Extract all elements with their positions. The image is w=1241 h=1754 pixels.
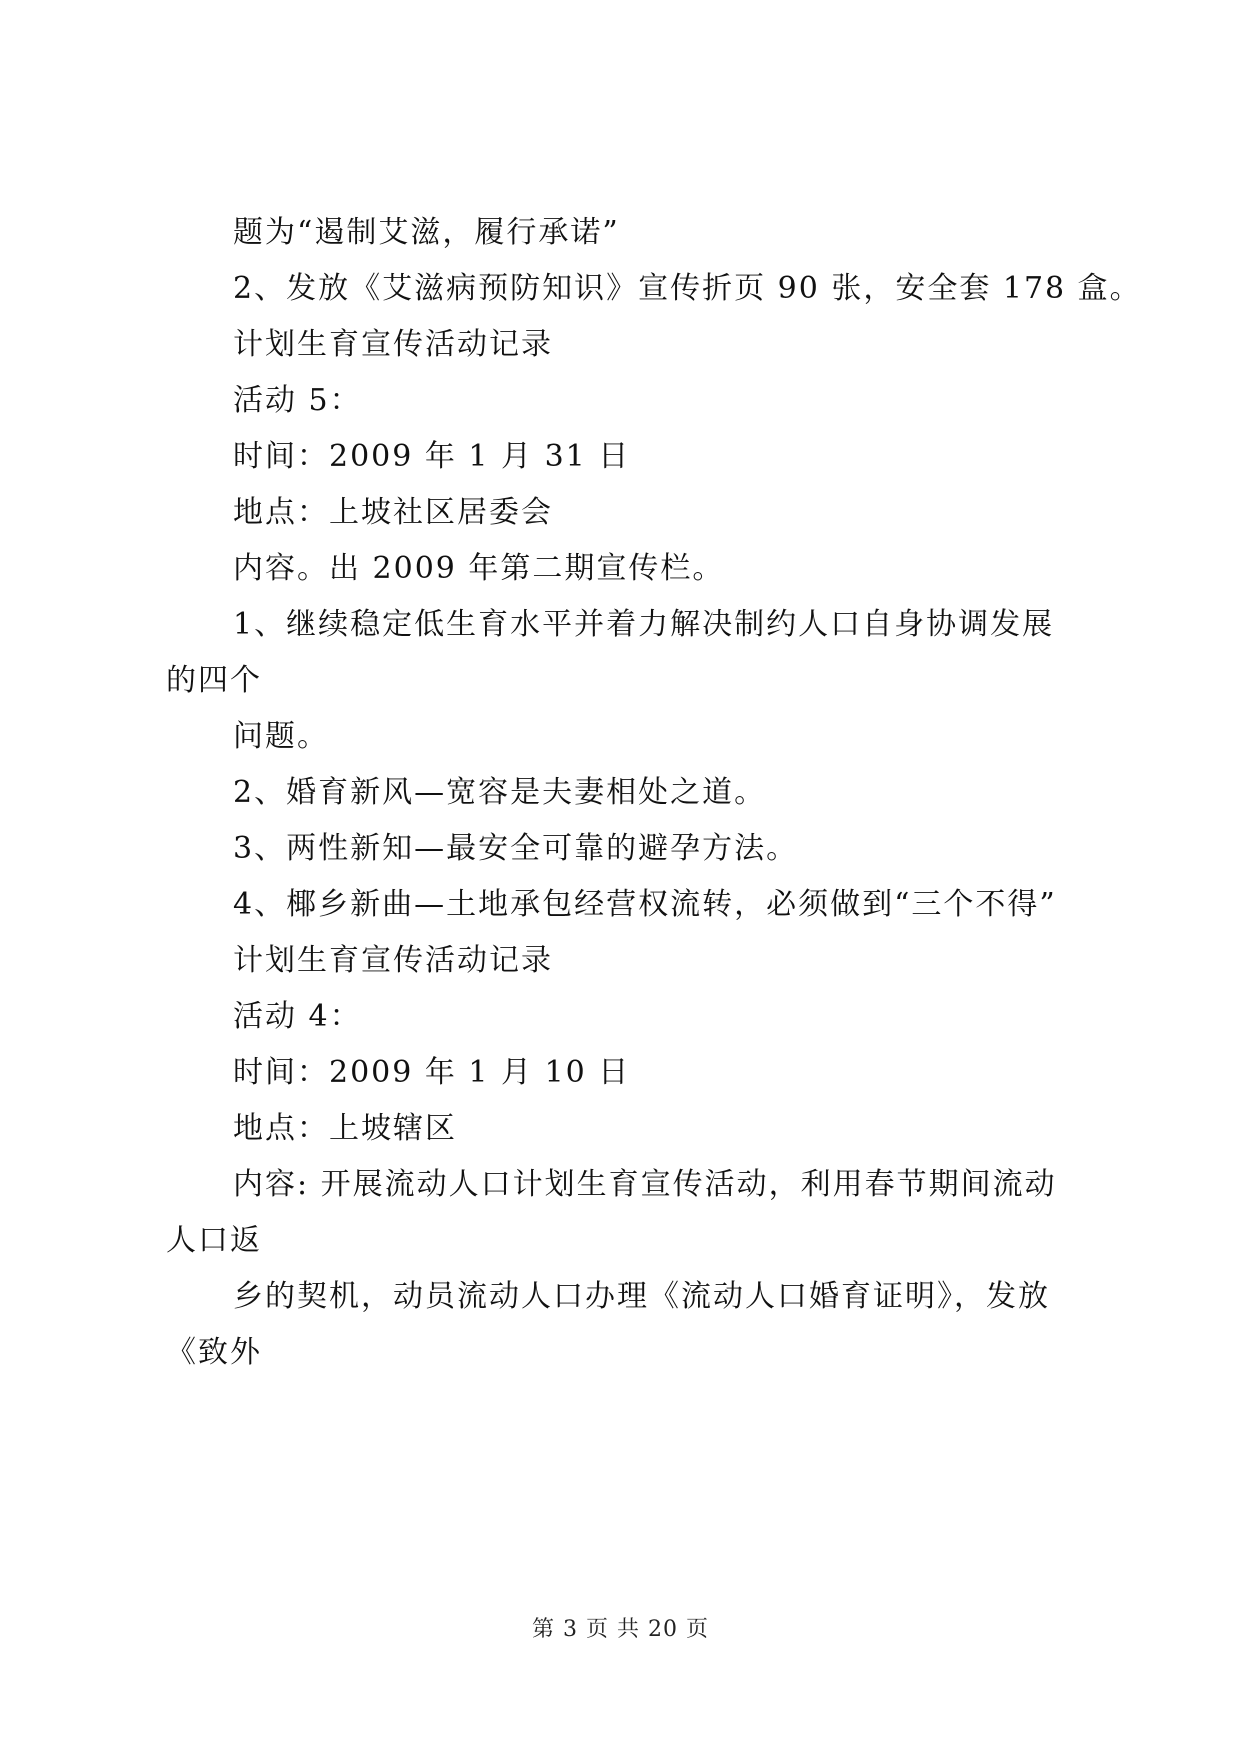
text-line: 乡的契机，动员流动人口办理《流动人口婚育证明》，发放 — [233, 1279, 1050, 1314]
text-line: 题为“遏制艾滋，履行承诺” — [233, 215, 620, 250]
text-line: 人口返 — [166, 1223, 262, 1258]
text-line: 《致外 — [166, 1335, 262, 1370]
section-title: 计划生育宣传活动记录 — [233, 943, 553, 978]
page-number-footer: 第 3 页 共 20 页 — [532, 1617, 709, 1642]
text-line: 内容。出 2009 年第二期宣传栏。 — [233, 551, 725, 586]
text-line: 时间：2009 年 1 月 31 日 — [233, 439, 631, 474]
text-line: 3、两性新知—最安全可靠的避孕方法。 — [233, 831, 799, 866]
activity-heading: 活动 4： — [233, 999, 362, 1034]
text-line: 的四个 — [166, 663, 262, 698]
activity-heading: 活动 5： — [233, 383, 362, 418]
section-title: 计划生育宣传活动记录 — [233, 327, 553, 362]
text-line: 1、继续稳定低生育水平并着力解决制约人口自身协调发展 — [233, 607, 1055, 642]
text-line: 内容: 开展流动人口计划生育宣传活动，利用春节期间流动 — [233, 1167, 1057, 1202]
text-line: 问题。 — [233, 719, 329, 754]
text-line: 2、发放《艾滋病预防知识》宣传折页 90 张，安全套 178 盒。 — [233, 271, 1142, 306]
text-line: 2、婚育新风—宽容是夫妻相处之道。 — [233, 775, 767, 810]
text-line: 时间：2009 年 1 月 10 日 — [233, 1055, 631, 1090]
text-line: 地点：上坡辖区 — [233, 1111, 457, 1146]
text-line: 地点：上坡社区居委会 — [233, 495, 553, 530]
text-line: 4、椰乡新曲—土地承包经营权流转，必须做到“三个不得” — [233, 887, 1057, 922]
